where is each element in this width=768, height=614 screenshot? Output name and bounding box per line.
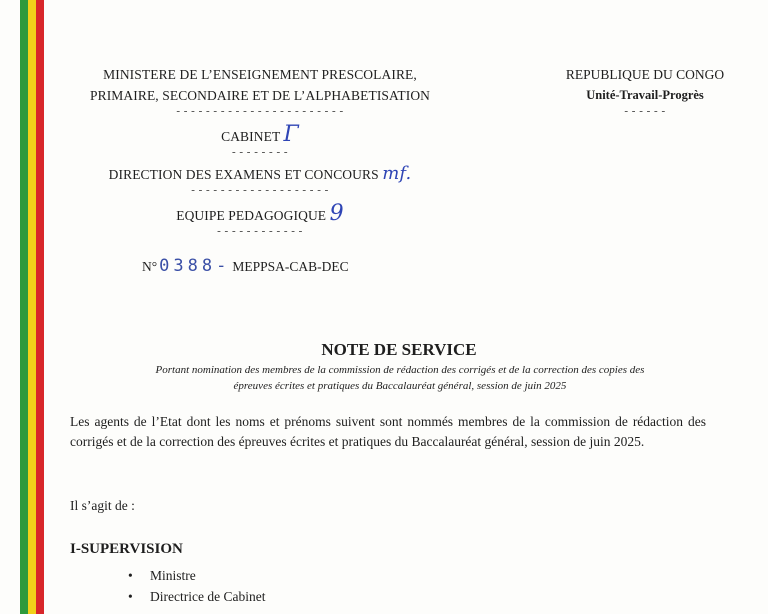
equipe-handwritten-mark: 9 — [329, 201, 344, 226]
republic-header — [545, 64, 745, 116]
list-item: • Directrice de Cabinet — [128, 586, 265, 607]
divider: - - - - - - - - — [231, 146, 289, 158]
subtitle-line1: Portant nomination des membres de la commission de rédaction des corrigés et de la correction des copies des — [155, 364, 645, 376]
note-subtitle — [70, 362, 730, 394]
note-intro: Il s’agit de : — [70, 498, 135, 513]
ministry-line2: PRIMAIRE, SECONDAIRE ET DE L’ALPHABETISATION — [89, 88, 431, 103]
republic-motto: Unité-Travail-Progrès — [586, 88, 704, 102]
divider: - - - - - - - - - - - - - - - - - - - — [191, 184, 329, 196]
ministry-line1: MINISTERE DE L’ENSEIGNEMENT PRESCOLAIRE, — [103, 67, 417, 82]
cabinet-label: CABINET — [221, 129, 281, 144]
equipe-line — [60, 203, 460, 226]
flag-stripe-yellow — [28, 0, 36, 614]
republic-name: REPUBLIQUE DU CONGO — [565, 67, 725, 82]
section-title: I-SUPERVISION — [70, 541, 183, 557]
flag-stripe-red — [36, 0, 44, 614]
supervision-list — [128, 565, 265, 607]
note-body: Les agents de l’Etat dont les noms et prénoms suivent sont nommés membres de la commission de rédaction des corrigés et de la correction des épreuves écrites et pratiques du Baccalauréat général, session de juin 2025. — [70, 414, 706, 449]
ref-prefix: N° — [142, 259, 158, 274]
list-item: • Ministre — [128, 565, 265, 586]
note-title: NOTE DE SERVICE — [321, 340, 477, 359]
equipe-label: EQUIPE PEDAGOGIQUE — [176, 208, 327, 223]
direction-handwritten-mark: mf. — [382, 163, 412, 184]
direction-line — [60, 163, 460, 185]
subtitle-line2: épreuves écrites et pratiques du Baccalauréat général, session de juin 2025 — [233, 380, 567, 392]
divider: - - - - - - - - - - - - — [217, 225, 303, 237]
ministry-header — [60, 64, 460, 236]
ref-suffix: MEPPSA-CAB-DEC — [232, 259, 349, 274]
ref-number: 0388- — [159, 256, 231, 276]
direction-label: DIRECTION DES EXAMENS ET CONCOURS — [108, 167, 379, 182]
reference-number-line — [142, 256, 349, 276]
divider: - - - - - - - - - - - - - - - - - - - - - - - — [176, 105, 344, 117]
flag-stripe-green — [20, 0, 28, 614]
cabinet-handwritten-mark: Γ — [283, 122, 299, 147]
cabinet-line — [60, 124, 460, 147]
divider: - - - - - - — [624, 105, 666, 117]
